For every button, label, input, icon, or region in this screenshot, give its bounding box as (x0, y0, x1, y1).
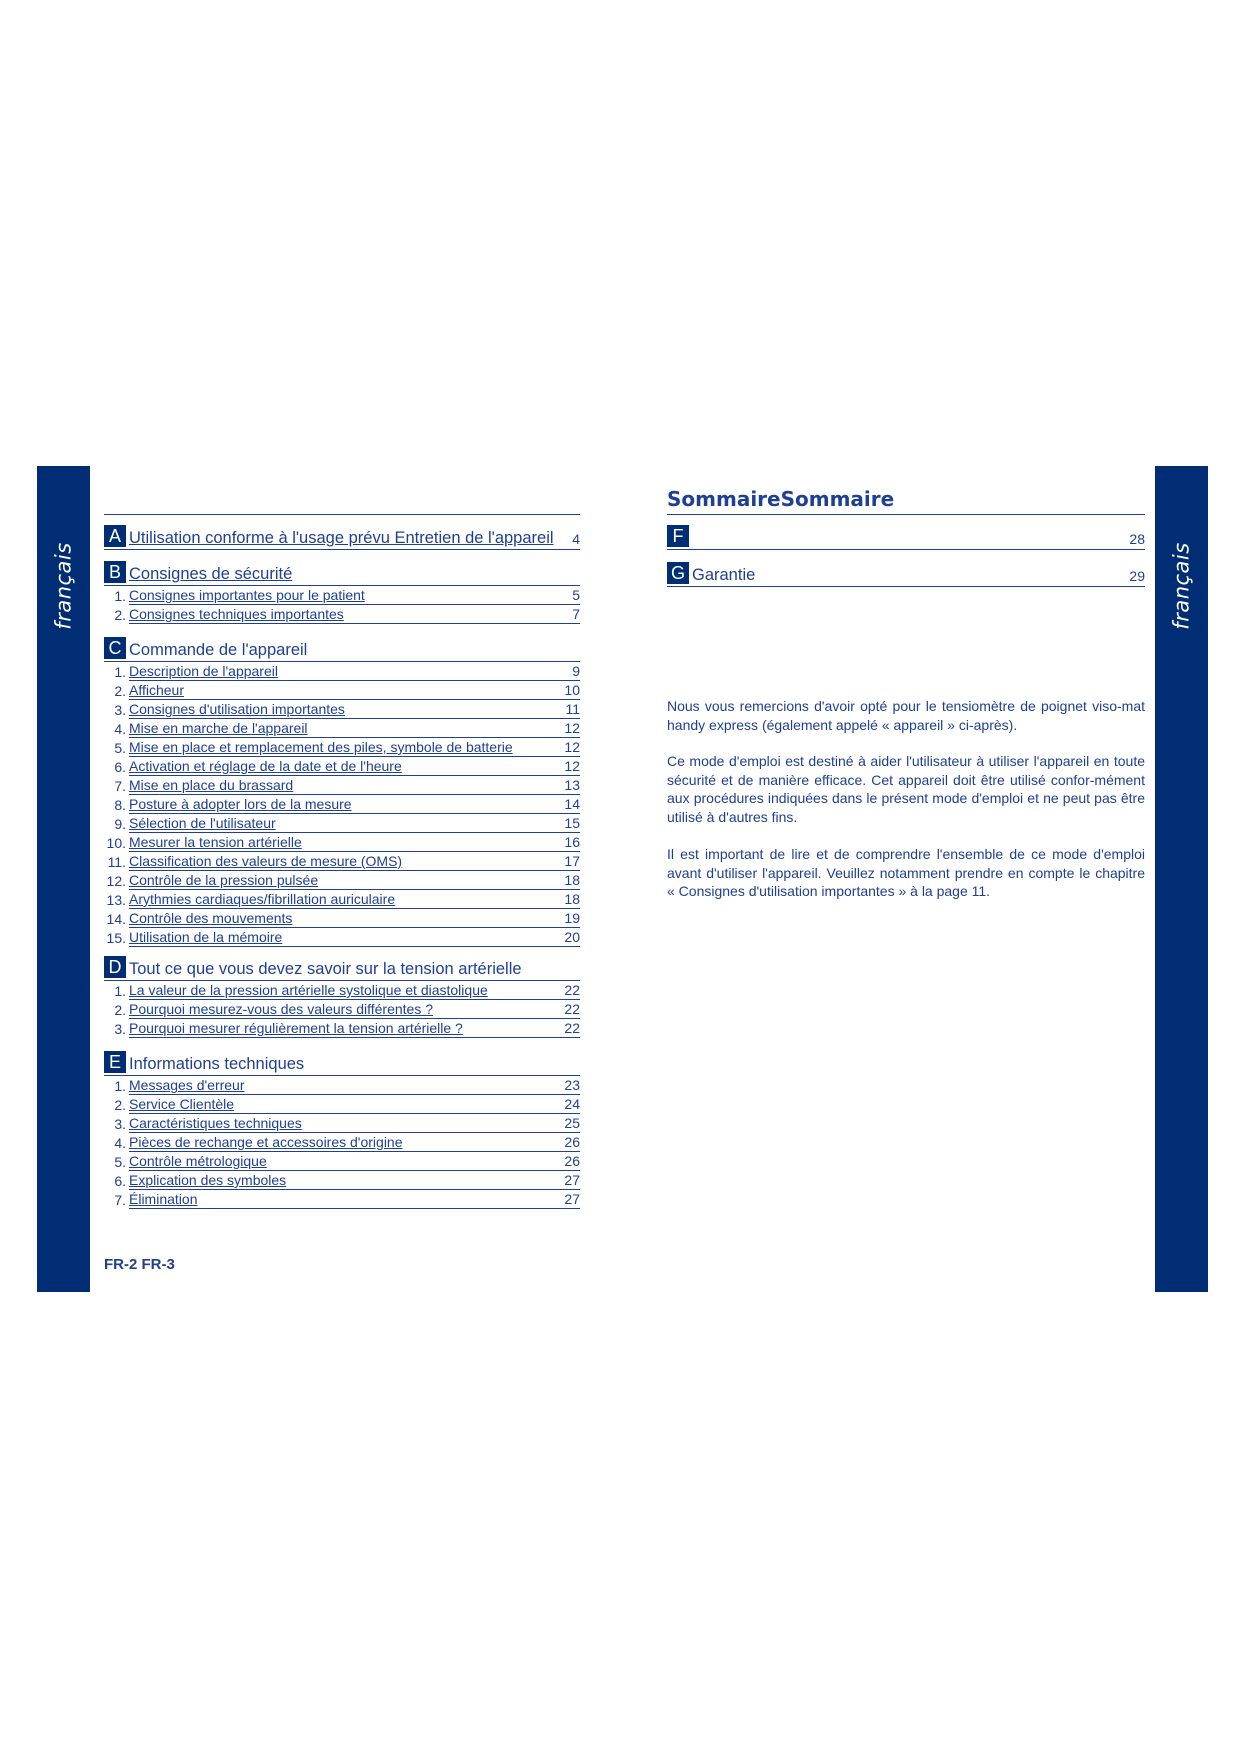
section-letter-g: G (667, 562, 689, 584)
toc-entry-label: Consignes techniques importantes (129, 606, 344, 622)
toc-entry-rule (129, 1076, 580, 1095)
toc-entry-label: Arythmies cardiaques/fibrillation auriculaire (129, 891, 396, 907)
toc-entry-label: Caractéristiques techniques (129, 1115, 302, 1131)
toc-entry-number: 2. (114, 607, 126, 623)
toc-entry[interactable] (104, 833, 580, 852)
toc-entry-label: Mise en place du brassard (129, 777, 294, 793)
section-title-b[interactable]: Consignes de sécurité (129, 565, 293, 583)
toc-entry-label: Contrôle des mouvements (129, 910, 293, 926)
toc-section-c (104, 636, 580, 947)
toc-entry[interactable] (104, 1076, 580, 1095)
section-page-a: 4 (572, 531, 580, 547)
toc-entry[interactable] (104, 1190, 580, 1209)
toc-entry-page: 18 (564, 872, 580, 888)
toc-entry[interactable] (104, 871, 580, 890)
toc-entry[interactable] (104, 928, 580, 947)
toc-entry-rule (129, 1171, 580, 1190)
page-title: SommaireSommaire (667, 487, 895, 511)
toc-entry-number: 3. (114, 1021, 126, 1037)
toc-entry-page: 22 (564, 1001, 580, 1017)
toc-entry-label: Posture à adopter lors de la mesure (129, 796, 352, 812)
toc-entry-page: 24 (564, 1096, 580, 1112)
toc-entry-page: 9 (572, 663, 580, 679)
toc-entry[interactable] (104, 776, 580, 795)
toc-entry-page: 16 (564, 834, 580, 850)
toc-entry-number: 13. (106, 892, 126, 908)
toc-entry[interactable] (104, 757, 580, 776)
toc-entry-rule (129, 586, 580, 605)
toc-entry-page: 27 (564, 1172, 580, 1188)
toc-entry-rule (129, 776, 580, 795)
toc-entry[interactable] (104, 1000, 580, 1019)
toc-entry[interactable] (104, 1019, 580, 1038)
toc-entry-number: 2. (114, 1097, 126, 1113)
toc-entry[interactable] (104, 719, 580, 738)
toc-entry-label: Classification des valeurs de mesure (OMS) (129, 853, 403, 869)
toc-entry-label: Afficheur (129, 682, 184, 698)
toc-entry-label: Mise en marche de l'appareil (129, 720, 308, 736)
toc-entry[interactable] (104, 1133, 580, 1152)
toc-entry-label: La valeur de la pression artérielle systolique et diastolique (129, 982, 488, 998)
section-title-e[interactable]: Informations techniques (129, 1055, 305, 1073)
toc-entry-number: 6. (114, 759, 126, 775)
section-letter-a: A (104, 525, 126, 547)
toc-entry-page: 17 (564, 853, 580, 869)
toc-entry-label: Mise en place et remplacement des piles, symbole de batterie (129, 739, 513, 755)
toc-entry-page: 15 (564, 815, 580, 831)
toc-entry[interactable] (104, 681, 580, 700)
toc-entry-label: Contrôle métrologique (129, 1153, 267, 1169)
toc-entry-page: 20 (564, 929, 580, 945)
toc-entry-rule (129, 738, 580, 757)
toc-entry-label: Consignes importantes pour le patient (129, 587, 365, 603)
toc-entry[interactable] (104, 981, 580, 1000)
page-footer: FR-2 FR-3 (104, 1256, 175, 1273)
right-top-rule (667, 514, 1145, 515)
toc-entry-page: 12 (564, 720, 580, 736)
toc-entry[interactable] (104, 1095, 580, 1114)
side-label-right: français (1169, 541, 1194, 630)
toc-entry-number: 5. (114, 740, 126, 756)
section-letter-d: D (104, 956, 126, 978)
toc-section-d (104, 955, 580, 1038)
toc-entry-label: Messages d'erreur (129, 1077, 245, 1093)
section-title-c[interactable]: Commande de l'appareil (129, 641, 308, 659)
toc-entry-label: Service Clientèle (129, 1096, 235, 1112)
toc-entry-rule (129, 1019, 580, 1038)
toc-entry-number: 4. (114, 1135, 126, 1151)
toc-entry-rule (129, 1000, 580, 1019)
section-title-d[interactable]: Tout ce que vous devez savoir sur la tension artérielle (129, 960, 522, 978)
toc-entry-page: 13 (564, 777, 580, 793)
toc-entry-rule (129, 928, 580, 947)
toc-entry-rule (129, 890, 580, 909)
toc-entry-number: 3. (114, 1116, 126, 1132)
toc-entry-page: 5 (572, 587, 580, 603)
toc-entry-label: Consignes d'utilisation importantes (129, 701, 345, 717)
toc-entry-rule (129, 814, 580, 833)
toc-entry-rule (129, 757, 580, 776)
toc-entry-page: 26 (564, 1134, 580, 1150)
toc-entry-page: 23 (564, 1077, 580, 1093)
toc-entry-rule (129, 981, 580, 1000)
toc-entry-rule (129, 871, 580, 890)
toc-entry[interactable] (104, 814, 580, 833)
toc-entry-page: 19 (564, 910, 580, 926)
toc-entry[interactable] (104, 852, 580, 871)
toc-entry-label: Pourquoi mesurer régulièrement la tension artérielle ? (129, 1020, 463, 1036)
toc-entry-label: Description de l'appareil (129, 663, 278, 679)
left-top-rule (104, 514, 580, 515)
toc-entry-rule (129, 719, 580, 738)
section-letter-c: C (104, 637, 126, 659)
toc-entry-label: Explication des symboles (129, 1172, 287, 1188)
section-title-g[interactable]: Garantie (692, 566, 756, 584)
toc-section-e (104, 1050, 580, 1209)
toc-entry-rule (129, 833, 580, 852)
section-letter-b: B (104, 561, 126, 583)
toc-entry[interactable] (104, 700, 580, 719)
toc-entry[interactable] (104, 795, 580, 814)
toc-entry-label: Pièces de rechange et accessoires d'origine (129, 1134, 403, 1150)
toc-entry-number: 9. (114, 816, 126, 832)
toc-entry-label: Activation et réglage de la date et de l'heure (129, 758, 402, 774)
toc-entry-label: Contrôle de la pression pulsée (129, 872, 319, 888)
toc-entry-page: 10 (564, 682, 580, 698)
toc-entry[interactable] (104, 586, 580, 605)
toc-entry-rule (129, 795, 580, 814)
intro-paragraph-1: Nous vous remercions d'avoir opté pour le tensiomètre de poignet viso-mat handy express (également appelé « appareil » ci-après). (667, 698, 1145, 733)
toc-entry-page: 18 (564, 891, 580, 907)
toc-section-b (104, 560, 580, 624)
toc-entry-number: 11. (107, 854, 126, 870)
toc-entry-rule (129, 1095, 580, 1114)
toc-entry-rule (129, 1152, 580, 1171)
toc-entry-page: 11 (565, 701, 580, 717)
section-page-f: 28 (1129, 531, 1145, 547)
toc-entry-rule (129, 700, 580, 719)
toc-entry-number: 5. (114, 1154, 126, 1170)
toc-entry-number: 12. (106, 873, 126, 889)
toc-entry-number: 15. (106, 930, 126, 946)
toc-entry[interactable] (104, 1152, 580, 1171)
toc-entry-number: 8. (114, 797, 126, 813)
toc-entry-number: 1. (114, 983, 126, 999)
toc-entry-number: 3. (114, 702, 126, 718)
section-letter-e: E (104, 1051, 126, 1073)
toc-entry-page: 26 (564, 1153, 580, 1169)
side-label-left: français (51, 541, 76, 630)
toc-entry-number: 1. (114, 664, 126, 680)
toc-entry-label: Sélection de l'utilisateur (129, 815, 276, 831)
intro-paragraph-2: Ce mode d'emploi est destiné à aider l'utilisateur à utiliser l'appareil en toute sécurité et de manière efficace. Cet appareil doit être utilisé confor-mément aux procédures indiquées dans le présent mode d'emploi et ne peut pas être utilisé à d'autres fins. (667, 753, 1145, 825)
toc-entry-rule (129, 909, 580, 928)
toc-entry-page: 12 (564, 739, 580, 755)
toc-entry-rule (129, 852, 580, 871)
toc-entry-page: 14 (564, 796, 580, 812)
toc-entry-number: 7. (114, 1192, 126, 1208)
intro-paragraph-3: Il est important de lire et de comprendre l'ensemble de ce mode d'emploi avant d'utiliser l'appareil. Veuillez notamment prendre en compte le chapitre « Consignes d'utilisation importantes » à la page 11. (667, 846, 1145, 899)
toc-section-f (667, 524, 1145, 550)
toc-entry[interactable] (104, 1171, 580, 1190)
toc-entry-label: Élimination (129, 1191, 198, 1207)
toc-entry-number: 10. (106, 835, 126, 851)
toc-entry-page: 7 (572, 606, 580, 622)
toc-entry[interactable] (104, 890, 580, 909)
toc-entry-rule (129, 1190, 580, 1209)
toc-entry-rule (129, 1114, 580, 1133)
section-page-g: 29 (1129, 568, 1145, 584)
toc-entry-rule (129, 1133, 580, 1152)
toc-entry-rule (129, 662, 580, 681)
toc-entry-page: 12 (564, 758, 580, 774)
section-title-a[interactable]: Utilisation conforme à l'usage prévu Entretien de l'appareil (129, 529, 554, 547)
toc-entry-page: 27 (564, 1191, 580, 1207)
toc-entry[interactable] (104, 662, 580, 681)
toc-entry-label: Mesurer la tension artérielle (129, 834, 302, 850)
toc-entry-rule (129, 681, 580, 700)
toc-entry-page: 22 (564, 1020, 580, 1036)
section-title-f[interactable] (692, 548, 1129, 549)
toc-entry-label: Utilisation de la mémoire (129, 929, 283, 945)
toc-entry-page: 22 (564, 982, 580, 998)
toc-entry[interactable] (104, 1114, 580, 1133)
toc-entry-number: 2. (114, 1002, 126, 1018)
toc-entry[interactable] (104, 738, 580, 757)
toc-section-g (667, 561, 1145, 587)
toc-entry-number: 7. (114, 778, 126, 794)
section-letter-f: F (667, 525, 689, 547)
toc-entry-number: 1. (114, 588, 126, 604)
toc-entry-page: 25 (564, 1115, 580, 1131)
toc-entry-number: 1. (114, 1078, 126, 1094)
toc-entry-number: 6. (114, 1173, 126, 1189)
toc-entry[interactable] (104, 909, 580, 928)
toc-section-a (104, 524, 580, 550)
toc-entry-label: Pourquoi mesurez-vous des valeurs différentes ? (129, 1001, 434, 1017)
toc-entry-number: 4. (114, 721, 126, 737)
toc-entry-number: 14. (106, 911, 126, 927)
toc-entry-number: 2. (114, 683, 126, 699)
toc-entry[interactable] (104, 605, 580, 624)
toc-entry-rule (129, 605, 580, 624)
